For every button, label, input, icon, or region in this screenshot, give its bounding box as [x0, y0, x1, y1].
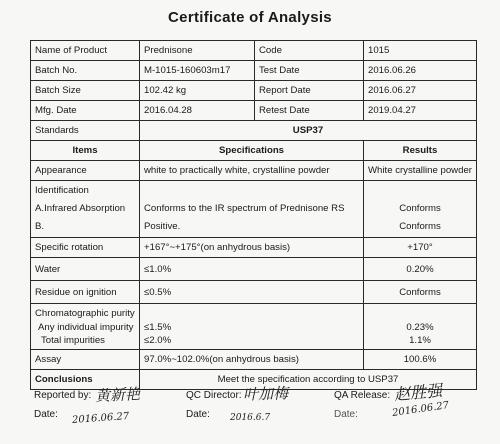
header-items: Items [31, 141, 140, 161]
spec-rotation: +167°~+175°(on anhydrous basis) [140, 238, 364, 258]
row-batch [31, 61, 477, 81]
result-identification [364, 181, 477, 238]
row-appearance [31, 161, 477, 181]
reported-date-value: 2016.06.27 [71, 411, 130, 426]
header-results: Results [364, 141, 477, 161]
row-identification [31, 181, 477, 238]
qa-release-signature: 赵胜强 [393, 380, 443, 405]
item-total-impurities: Total impurities [41, 335, 105, 346]
result-residue: Conforms [364, 281, 477, 304]
row-assay [31, 350, 477, 370]
row-headers [31, 141, 477, 161]
reported-by-signature: 黄新艳 [94, 384, 141, 406]
value-mfg: 2016.04.28 [140, 101, 255, 121]
coa-table [30, 40, 477, 390]
item-appearance: Appearance [31, 161, 140, 181]
result-any-impurity: 0.23% [406, 322, 434, 333]
row-water [31, 258, 477, 281]
item-water: Water [31, 258, 140, 281]
item-any-impurity: Any individual impurity [38, 322, 134, 333]
result-identification-b: Conforms [399, 221, 441, 232]
item-chromatographic-title: Chromatographic purity [35, 308, 135, 319]
qc-director-signature: 叶加梅 [242, 384, 289, 404]
item-assay: Assay [31, 350, 140, 370]
item-identification [31, 181, 140, 238]
conclusions-text: Meet the specification according to USP37 [140, 370, 477, 390]
result-identification-a: Conforms [399, 203, 441, 214]
document-title: Certificate of Analysis [168, 9, 332, 26]
row-rotation [31, 238, 477, 258]
spec-residue: ≤0.5% [140, 281, 364, 304]
qa-date-label: Date: [334, 409, 358, 420]
value-product: Prednisone [140, 41, 255, 61]
spec-identification-a: Conforms to the IR spectrum of Prednisone RS [144, 203, 345, 214]
row-mfg [31, 101, 477, 121]
item-rotation: Specific rotation [31, 238, 140, 258]
item-conclusions: Conclusions [31, 370, 140, 390]
spec-water: ≤1.0% [140, 258, 364, 281]
spec-any-impurity: ≤1.5% [144, 322, 172, 333]
qa-release-label: QA Release: [334, 390, 391, 401]
row-standards [31, 121, 477, 141]
item-identification-a: A.Infrared Absorption [35, 203, 126, 214]
value-retest: 2019.04.27 [364, 101, 477, 121]
result-rotation: +170° [364, 238, 477, 258]
label-mfg: Mfg. Date [31, 101, 140, 121]
reported-date-label: Date: [34, 409, 58, 420]
qc-date-label: Date: [186, 409, 210, 420]
result-appearance: White crystalline powder [364, 161, 477, 181]
spec-total-impurities: ≤2.0% [144, 335, 172, 346]
value-standards: USP37 [140, 121, 477, 141]
item-residue: Residue on ignition [31, 281, 140, 304]
item-identification-b: B. [35, 221, 45, 232]
value-test-date: 2016.06.26 [364, 61, 477, 81]
spec-identification [140, 181, 364, 238]
row-residue [31, 281, 477, 304]
qc-date-value: 2016.6.7 [230, 413, 271, 423]
result-chromatographic [364, 304, 477, 350]
reported-by-label: Reported by: [34, 390, 92, 401]
label-retest: Retest Date [255, 101, 364, 121]
row-product [31, 41, 477, 61]
label-standards: Standards [31, 121, 140, 141]
result-total-impurities: 1.1% [409, 335, 431, 346]
result-water: 0.20% [364, 258, 477, 281]
value-code: 1015 [364, 41, 477, 61]
item-chromatographic [31, 304, 140, 350]
spec-appearance: white to practically white, crystalline powder [140, 161, 364, 181]
value-report-date: 2016.06.27 [364, 81, 477, 101]
header-specs: Specifications [140, 141, 364, 161]
qa-date-value: 2016.06.27 [391, 400, 450, 419]
label-code: Code [255, 41, 364, 61]
item-identification-title: Identification [35, 185, 89, 196]
result-assay: 100.6% [364, 350, 477, 370]
value-size: 102.42 kg [140, 81, 255, 101]
spec-chromatographic [140, 304, 364, 350]
spec-assay: 97.0%~102.0%(on anhydrous basis) [140, 350, 364, 370]
label-report-date: Report Date [255, 81, 364, 101]
row-size [31, 81, 477, 101]
value-batch: M-1015-160603m17 [140, 61, 255, 81]
row-chromatographic [31, 304, 477, 350]
qc-director-label: QC Director: [186, 390, 242, 401]
label-product: Name of Product [31, 41, 140, 61]
label-batch: Batch No. [31, 61, 140, 81]
spec-identification-b: Positive. [144, 221, 181, 232]
label-size: Batch Size [31, 81, 140, 101]
label-test-date: Test Date [255, 61, 364, 81]
